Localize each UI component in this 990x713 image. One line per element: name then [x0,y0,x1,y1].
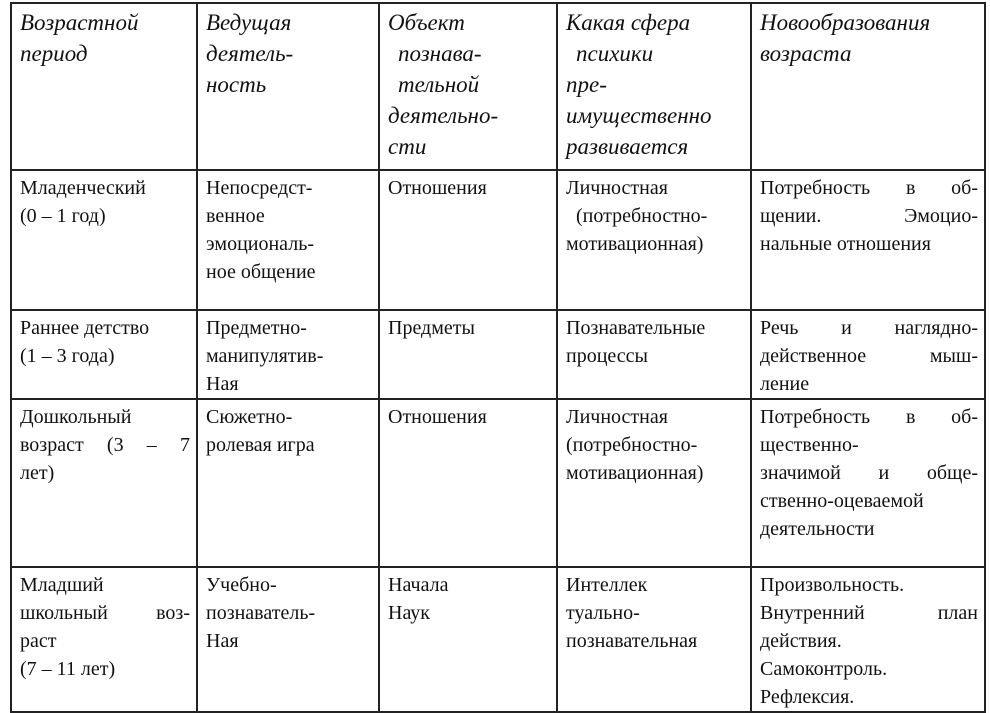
table-row [11,170,985,310]
cell-sphere: Познавательные процессы [557,310,751,399]
header-psyche-sphere: Какая сфера психики пре- имущественно развивается [557,3,751,170]
cell-object: Отношения [379,170,557,310]
cell-object: Начала Наук [379,567,557,712]
cell-period: Младший школьный воз- раст (7 – 11 лет) [11,567,197,712]
cell-period: Дошкольный возраст (3 – 7 лет) [11,399,197,567]
cell-period: Младенческий (0 – 1 год) [11,170,197,310]
cell-sphere: Интеллек туально- познавательная [557,567,751,712]
age-periods-table [10,2,986,713]
cell-activity: Непосредст- венное эмоциональ- ное общение [197,170,379,310]
cell-neoformations: Потребность в об- щественно- значимой и обще- ственно-оцеваемой деятельности [751,399,985,567]
header-row [11,3,985,170]
cell-object: Отношения [379,399,557,567]
cell-neoformations: Произвольность. Внутренний план действия. Самоконтроль. Рефлексия. [751,567,985,712]
cell-neoformations: Речь и наглядно- действенное мыш- ление [751,310,985,399]
cell-neoformations: Потребность в об- щении. Эмоцио- нальные отношения [751,170,985,310]
cell-object: Предметы [379,310,557,399]
header-neoformations: Новообразования возраста [751,3,985,170]
header-age-period: Возрастной период [11,3,197,170]
cell-activity: Учебно- познаватель- Ная [197,567,379,712]
cell-period: Раннее детство (1 – 3 года) [11,310,197,399]
cell-activity: Предметно- манипулятив- Ная [197,310,379,399]
table-row [11,310,985,399]
table-row [11,567,985,712]
table-row [11,399,985,567]
header-cognitive-object: Объект познава- тельной деятельно- сти [379,3,557,170]
cell-activity: Сюжетно- ролевая игра [197,399,379,567]
header-leading-activity: Ведущая деятель- ность [197,3,379,170]
cell-sphere: Личностная (потребностно- мотивационная) [557,170,751,310]
cell-sphere: Личностная (потребностно- мотивационная) [557,399,751,567]
